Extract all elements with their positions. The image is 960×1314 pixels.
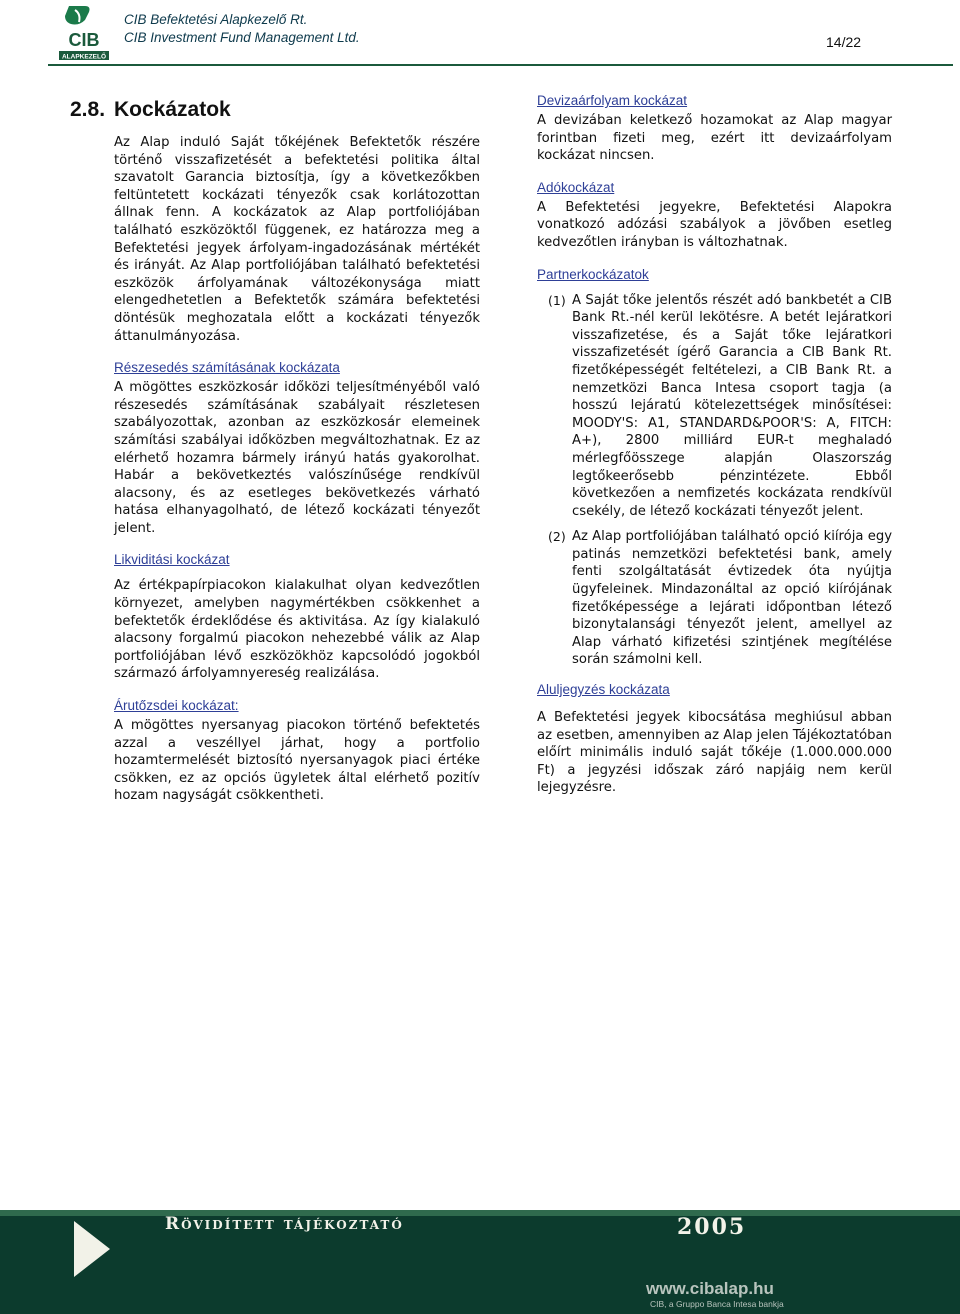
section-title — [70, 98, 480, 122]
page-number: 14/22 — [826, 34, 862, 50]
page-header — [0, 0, 960, 70]
subheading-participation-risk: Részesedés számításának kockázata — [114, 360, 340, 376]
subheading-undersubscription-risk: Aluljegyzés kockázata — [537, 682, 670, 698]
subheading-tax-risk: Adókockázat — [537, 179, 615, 195]
subheading-fx-risk: Devizaárfolyam kockázat — [537, 93, 688, 108]
fx-risk-text: A devizában keletkező hozamokat az Alap magyar forintban fizeti meg, ezért itt devizaárfolyam kockázat nincsen. — [537, 113, 892, 164]
subheading-partner-risk: Partnerkockázatok — [537, 266, 649, 282]
company-name — [124, 11, 360, 47]
liquidity-risk-text: Az értékpapírpiacokon kialakulhat olyan kedvezőtlen környezet, amelyben nagymértékben csökkenhet a befektetők érdeklődése és aktivitása. Az így kialakuló alacsony forgalmú piacokon nehezebbé válik az Alap portfoliójában lévő eszközökhöz kapcsolódó jogokból származó árfolyamnyereség realizálása. — [114, 578, 480, 682]
list-marker: (2) — [548, 529, 566, 545]
list-item — [548, 292, 892, 521]
list-marker: (1) — [548, 292, 566, 308]
subheading-liquidity-risk: Likviditási kockázat — [114, 552, 230, 568]
header-divider — [48, 64, 953, 66]
footer-band — [0, 1210, 960, 1314]
left-column — [70, 84, 480, 805]
footer-url[interactable]: www.cibalap.hu — [646, 1279, 774, 1298]
section-intro: Az Alap induló Saját tőkéjének Befektetők részére történő visszafizetését a befektetési politika által szavatolt Garancia biztosítja, így a következőkben feltüntetett kockázati tényezők csak korlátozottan állnak fenn. A kockázatok az Alap portfoliójában található eszközöktől függenek, ez határozza meg a Befektetési jegyek árfolyam-ingadozásának mértékét és irányát. Az Alap portfoliójában található befektetési eszközök árfolyamának változékonysága miatt elengedhetetlen a Befektetők számára befektetési döntésük meghozatala előtt a kockázati tényezők áttanulmányozása. — [114, 135, 480, 344]
participation-risk-text: A mögöttes eszközkosár időközi teljesítményéből való részesedés számításának szabályait részletesen szabályozottak, azonban az eszközkosár elemeinek számítási szabályai időközben megváltozhatnak. Ez az elérhető hozamra bármely irányú hatás gyakorolhat. Habár a bekövetkeztés valószínűsége rendkívül alacsony, és az esetleges bekövetkezés várható hatása elhanyagolható, de létező kockázati tényezőt jelent. — [114, 380, 480, 536]
logo-text: CIB — [68, 30, 100, 50]
commodity-risk-text: A mögöttes nyersanyag piacokon történő befektetés azzal a veszéllyel járhat, hogy a portfolio hozamtermelését biztosító nyersanyagok piaci értéke csökken, ez az opciós ügyletek által elérhető pozitív hozam nagyságát csökkentheti. — [114, 718, 480, 804]
partner-risk-list — [548, 292, 892, 669]
tax-risk-text: A Befektetési jegyekre, Befektetési Alapokra vonatkozó adózási szabályok a jövőben esetleg kedvezőtlen irányban is változhatnak. — [537, 199, 892, 250]
list-item — [548, 528, 892, 669]
company-name-en: CIB Investment Fund Management Ltd. — [124, 30, 360, 45]
section-number: 2.8. — [70, 98, 106, 121]
list-item-text: Az Alap portfoliójában található opció kiírója egy patinás nemzetközi befektetési bank, amely fenti szolgáltatását évtizedek óta nyújtja ügyfeleinek. Mindazonáltal az opció kiírójának fizetőképessége a lejárati időpontban létező bizonytalansági tényezőt jelent, amellyel az Alap várható kifizetési szintjének megítélése során számolni kell. — [572, 529, 892, 668]
right-column — [537, 92, 892, 797]
footer-title: Rövidített tájékoztató — [165, 1214, 404, 1234]
footer-year: 2005 — [677, 1214, 747, 1240]
list-item-text: A Saját tőke jelentős részét adó bankbetét a CIB Bank Rt.-nél kerül lekötésre. A betét lejáratkori visszafizetése, és a Saját tőke lejáratkori visszafizetését ígérő Garancia a CIB Bank Rt. fizetőképességét feltételezi, a CIB Bank Rt. a nemzetközi Banca Intesa csoport tagja (a hosszú lejáratú kötelezettségek minősítései: MOODY'S: A1, STANDARD&POOR'S: A, FITCH: A+), 2800 milliárd EUR-t meghaladó mérlegfőösszege alapján Olaszország legtőkeerősebb pénzintézete. Ebből következően a nemfizetés kockázata rendkívül csekély, de létező kockázati tényezőt jelent. — [572, 292, 892, 519]
footer-tagline: CIB, a Gruppo Banca Intesa bankja — [650, 1299, 784, 1309]
subheading-commodity-risk: Árutőzsdei kockázat: — [114, 698, 239, 714]
play-arrow-icon — [72, 1219, 112, 1279]
logo-subtext: ALAPKEZELŐ — [61, 53, 107, 61]
undersubscription-risk-text: A Befektetési jegyek kibocsátása meghiúsul abban az esetben, amennyiben az Alap jelen Tájékoztatóban előírt minimális induló saját tőkéje (1.000.000.000 Ft) a jegyzési időszak záró napjáig nem kerül lejegyzésre. — [537, 710, 892, 796]
section-title-text: Kockázatok — [114, 98, 231, 121]
cib-logo-icon — [55, 2, 113, 62]
footer-stripe — [0, 1210, 960, 1216]
company-name-hu: CIB Befektetési Alapkezelő Rt. — [124, 12, 308, 27]
